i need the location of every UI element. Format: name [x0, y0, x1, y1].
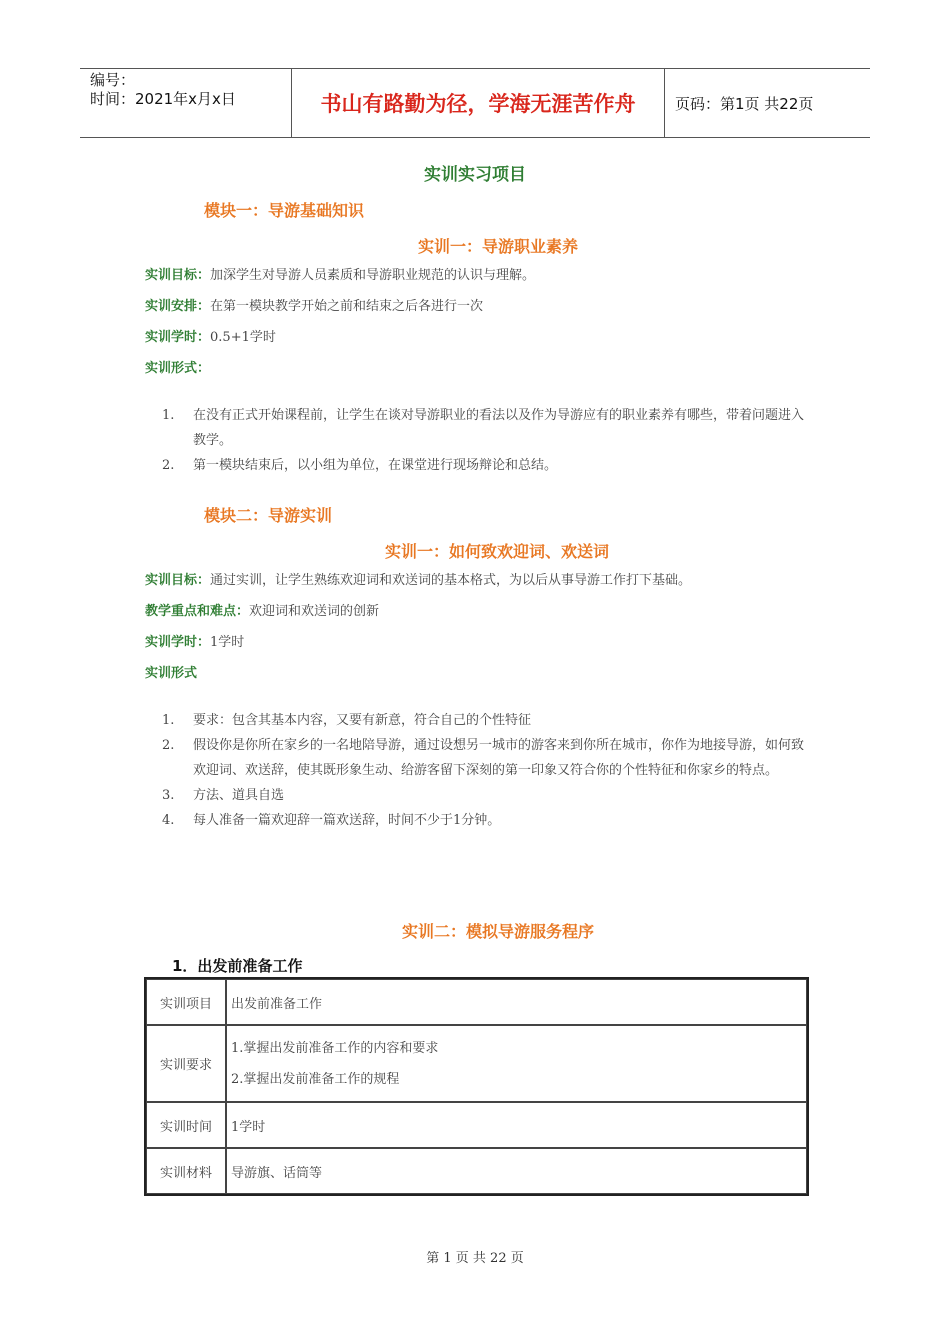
m1-form	[145, 360, 210, 378]
m2-key-text: 欢迎词和欢送词的创新	[249, 604, 380, 619]
m2-goal-text: 通过实训，让学生熟练欢迎词和欢送词的基本格式，为以后从事导游工作打下基础。	[210, 573, 692, 588]
m1-form-label: 实训形式：	[145, 361, 211, 376]
doc-title: 实训实习项目	[424, 165, 526, 185]
list-item	[160, 708, 810, 733]
table-row	[146, 1148, 807, 1194]
m1-goal-text: 加深学生对导游人员素质和导游职业规范的认识与理解。	[210, 268, 536, 283]
m2-form-label: 实训形式	[145, 666, 198, 681]
m2-key-label: 教学重点和难点：	[145, 604, 250, 619]
list-item-number: 1.	[162, 713, 175, 728]
m2-hours-text: 1学时	[210, 635, 245, 650]
m1-hours-text: 0.5+1学时	[210, 330, 276, 345]
list-item-number: 3.	[162, 788, 175, 803]
m2-hours-label: 实训学时：	[145, 635, 211, 650]
list-item	[160, 453, 810, 478]
module2-title: 模块二：导游实训	[204, 506, 333, 525]
list-item-number: 4.	[162, 813, 175, 828]
list-item	[160, 733, 810, 783]
table-value: 出发前准备工作	[226, 979, 807, 1025]
header-number: 编号：	[90, 71, 136, 89]
list-item-text: 假设你是你所在家乡的一名地陪导游，通过设想另一城市的游客来到你所在城市，你作为地接导游，如何致欢迎词、欢送辞，使其既形象生动、给游客留下深刻的第一印象又符合你的个性特征和你家乡的特点。	[193, 738, 805, 778]
module2-training2-title: 实训二：模拟导游服务程序	[402, 922, 595, 941]
list-item-number: 2.	[162, 738, 175, 753]
m1-goal	[145, 267, 535, 285]
m2-hours	[145, 634, 244, 652]
module2-training1-title: 实训一：如何致欢迎词、欢送词	[385, 542, 610, 561]
header-time: 时间：2021年x月x日	[90, 90, 236, 108]
table-value: 1学时	[226, 1102, 807, 1148]
section-heading: 1．出发前准备工作	[172, 957, 303, 975]
list-item	[160, 403, 810, 453]
list-item	[160, 808, 810, 833]
m2-form-list	[160, 708, 810, 833]
table-value-line: 1.掌握出发前准备工作的内容和要求	[231, 1040, 439, 1056]
table-row	[146, 1102, 807, 1148]
list-item-text: 要求：包含其基本内容，又要有新意，符合自己的个性特征	[193, 713, 532, 728]
table-value: 导游旗、话筒等	[226, 1148, 807, 1194]
list-item-number: 2.	[162, 458, 175, 473]
list-item-text: 在没有正式开始课程前，让学生在谈对导游职业的看法以及作为导游应有的职业素养有哪些，带着问题进入教学。	[193, 408, 805, 448]
list-item-number: 1.	[162, 408, 175, 423]
m1-arrange-text: 在第一模块教学开始之前和结束之后各进行一次	[210, 299, 484, 314]
table-key: 实训时间	[146, 1102, 226, 1148]
table-key: 实训项目	[146, 979, 226, 1025]
header-page-info: 页码：第1页 共22页	[675, 94, 814, 113]
m1-arrange-label: 实训安排：	[145, 299, 211, 314]
m2-key	[145, 603, 379, 621]
table-row	[146, 979, 807, 1025]
page-header	[80, 68, 870, 138]
m1-hours-label: 实训学时：	[145, 330, 211, 345]
module1-title: 模块一：导游基础知识	[204, 201, 365, 220]
module1-training1-title: 实训一：导游职业素养	[418, 237, 579, 256]
training-table	[144, 977, 809, 1196]
table-key: 实训要求	[146, 1025, 226, 1102]
table-value-line: 2.掌握出发前准备工作的规程	[231, 1071, 400, 1087]
m2-form	[145, 665, 197, 683]
m1-arrange	[145, 298, 483, 316]
list-item-text: 每人准备一篇欢迎辞一篇欢送辞，时间不少于1分钟。	[193, 813, 501, 828]
table-value	[226, 1025, 807, 1102]
list-item	[160, 783, 810, 808]
m1-goal-label: 实训目标：	[145, 268, 211, 283]
table-row	[146, 1025, 807, 1102]
header-meta	[80, 69, 291, 137]
m1-hours	[145, 329, 276, 347]
m2-goal-label: 实训目标：	[145, 573, 211, 588]
list-item-text: 方法、道具自选	[193, 788, 285, 803]
page-footer: 第 1 页 共 22 页	[426, 1251, 524, 1266]
header-motto: 书山有路勤为径，学海无涯苦作舟	[291, 69, 665, 137]
list-item-text: 第一模块结束后，以小组为单位，在课堂进行现场辩论和总结。	[193, 458, 558, 473]
m1-form-list	[160, 403, 810, 478]
m2-goal	[145, 572, 691, 590]
table-key: 实训材料	[146, 1148, 226, 1194]
